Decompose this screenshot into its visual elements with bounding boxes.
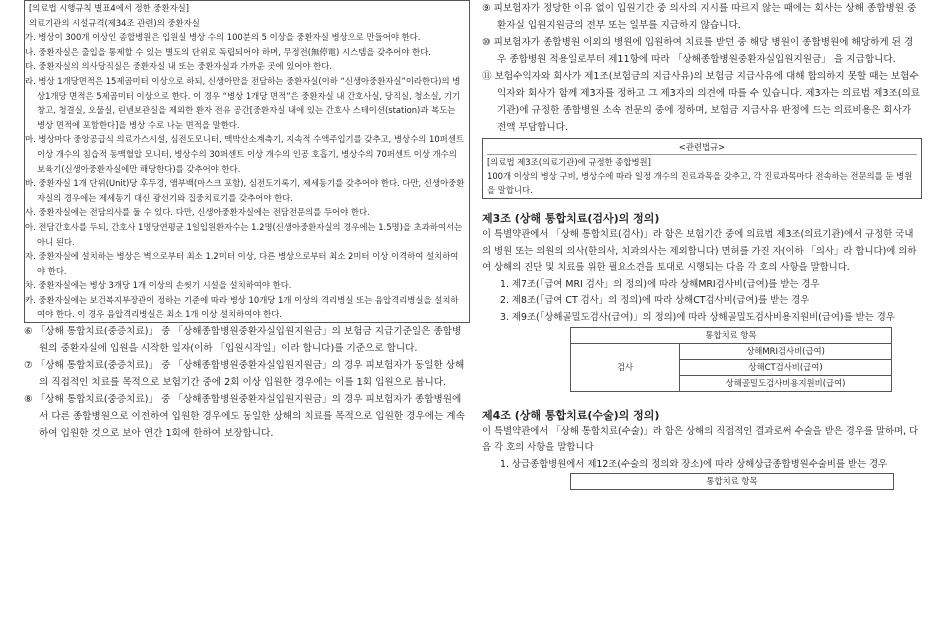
box-subheading: 의료기관의 시설규격(제34조 관련)의 중환자실 bbox=[29, 17, 200, 28]
table-cell: 상해골밀도검사비용지원비(급여) bbox=[680, 375, 892, 391]
box-item: 바. 중환자실 1개 단위(Unit)당 후두경, 앰부백(마스크 포함), 심전도기록기, 제세동기를 갖추어야 한다. 다만, 신생아중환자실의 경우에는 제세동기 대신 광선기와 집중치료기를 갖추어야 한다. bbox=[25, 178, 465, 203]
box-item: 자. 중환자실에 설치하는 병상은 벽으로부터 최소 1.2미터 이상, 다른 병상으로부터 최소 2미터 이상 이격하여 설치하여야 한다. bbox=[25, 251, 459, 276]
table-cell: 상해CT검사비(급여) bbox=[680, 359, 892, 375]
section-4-title: 제4조 (상해 통합치료(수술)의 정의) bbox=[482, 408, 660, 422]
box-heading: [의료법 시행규칙 별표4에서 정한 중환자실] bbox=[29, 3, 190, 13]
related-law-box bbox=[482, 138, 922, 199]
box-item: 가. 병상이 300개 이상인 종합병원은 입원실 병상 수의 100분의 5 이상을 중환자실 병상으로 만들어야 한다. bbox=[25, 32, 421, 43]
box-item: 나. 중환자실은 출입을 통제할 수 있는 별도의 단위로 독립되어야 하며, 무정전(無停電) 시스템을 갖추어야 한다. bbox=[25, 46, 431, 57]
clause-paragraph: ⑪ 보험수익자와 회사가 제1조(보험금의 지급사유)의 보험금 지급사유에 대해 합의하지 못할 때는 보험수익자와 회사가 함께 제3자를 정하고 그 제3자의 의견에 따를 수 있습니다. 제3자는 의료법 제3조(의료기관)에 규정한 종합병원 소속 전문의 중에 정하며, 보험금 지급사유 판정에 드는 의료비용은 회사가 전액 부담합니다. bbox=[482, 71, 921, 133]
box-item: 사. 중환자실에는 전담의사를 둘 수 있다. 다만, 신생아중환자실에는 전담전문의를 두어야 한다. bbox=[25, 207, 370, 218]
box-item: 라. 병상 1개당면적은 15제곱미터 이상으로 하되, 신생아만을 전담하는 중환자실(이하 “신생아중환자실”이라한다)의 병상1개당 면적은 5제곱미터 이상으로 한다. 이 경우 “병상 1개당 면적”은 중환자실 내 간호사실, 당직실, 청소실, 기기창고, 청결실, 오물실, 린넨보관실을 제외한 환자 전유 공간[중환자실 내에 있는 간호사 스테이션(station)과 복도는 병상 면적에 포함한다]을 병상 수로 나눈 면적을 말한다. bbox=[25, 75, 461, 130]
section-3-title: 제3조 (상해 통합치료(검사)의 정의) bbox=[482, 212, 660, 225]
table-cell: 상해MRI검사비(급여) bbox=[680, 343, 892, 359]
left-column bbox=[24, 0, 470, 442]
related-law-title: <관련법규> bbox=[487, 140, 917, 155]
section-3-item: 1. 제7조(「급여 MRI 검사」의 정의)에 따라 상해MRI검사비(급여)를 받는 경우 bbox=[500, 278, 820, 290]
box-item: 다. 중환자실의 의사당직실은 중환자실 내 또는 중환자실과 가까운 곳에 있어야 한다. bbox=[25, 61, 333, 72]
clause-paragraph: ⑥ 「상해 통합치료(중증치료)」 중 「상해종합병원중환자실입원지원금」의 보험금 지급기준일은 종합병원의 중환자실에 입원을 시작한 일자(이하 「입원시작일」이라 합니다)를 기준으로 합니다. bbox=[24, 326, 462, 355]
section-4-table-header: 통합치료 항목 bbox=[570, 473, 894, 490]
box-item: 카. 중환자실에는 보건복지부장관이 정하는 기준에 따라 병상 10개당 1개 이상의 격리병실 또는 음압격리병실을 설치하여야 한다. 이 경우 음압격리병실은 최소 1개 이상 설치하여야 한다. bbox=[25, 294, 459, 320]
right-column bbox=[482, 0, 922, 490]
table-header: 통합치료 항목 bbox=[571, 327, 892, 343]
related-law-line: 100개 이상의 병상 구비, 병상수에 따라 일정 개수의 진료과목을 갖추고, 각 진료과목마다 전속하는 전문의를 둔 병원을 말합니다. bbox=[487, 171, 913, 195]
box-item: 아. 전담간호사를 두되, 간호사 1명당연평균 1일입원환자수는 1.2명(신생아중환자실의 경우에는 1.5명)을 초과하여서는 아니 된다. bbox=[25, 221, 463, 247]
related-law-line: [의료법 제3조(의료기관)에 규정한 종합병원] bbox=[487, 157, 651, 167]
table-category: 검사 bbox=[571, 343, 680, 391]
section-3-item: 3. 제9조(「상해골밀도검사(급여)」의 정의)에 따라 상해골밀도검사비용지원비(급여)를 받는 경우 bbox=[500, 311, 895, 323]
section-3-paragraph: 이 특별약관에서 「상해 통합치료(검사)」라 함은 보험기간 중에 의료법 제3조(의료기관)에서 규정한 국내의 병원 또는 의원의 의사(한의사, 치과의사는 제외합니다) 면허를 가진 자(이하 「의사」라 합니다)에 의하여 상해의 진단 및 치료를 위한 필요소견을 토대로 시행되는 다음 각 호의 사항을 말합니다. bbox=[482, 229, 917, 274]
section-4-paragraph: 이 특별약관에서 「상해 통합치료(수술)」라 함은 상해의 직접적인 결과로써 수술을 받은 경우를 말하며, 다음 각 호의 사항을 말합니다 bbox=[482, 425, 919, 454]
clause-paragraph: ⑩ 피보험자가 종합병원 이외의 병원에 입원하여 치료를 받던 중 해당 병원이 종합병원에 해당하게 된 경우 종합병원 적용일로부터 제11항에 따라 「상해종합병원중환자실입원지원금」 을 지급합니다. bbox=[482, 37, 914, 65]
clause-paragraph: ⑨ 피보험자가 정당한 이유 없이 입원기간 중 의사의 지시를 따르지 않는 때에는 회사는 상해 종합병원 중환자실 입원지원금의 전부 또는 일부를 지급하지 않습니다. bbox=[482, 3, 917, 31]
section-4-item: 1. 상급종합병원에서 제12조(수술의 정의와 장소)에 따라 상해상급종합병원수술비를 받는 경우 bbox=[500, 458, 888, 470]
box-item: 차. 중환자실에는 병상 3개당 1개 이상의 손씻기 시설을 설치하여야 한다. bbox=[25, 280, 292, 291]
box-item: 마. 병상마다 중앙공급식 의료가스시설, 심전도모니터, 맥박산소계측기, 지속적 수액주입기를 갖추고, 병상수의 10퍼센트 이상 개수의 침습적 동맥혈압 모니터, 병상수의 30퍼센트 이상 개수의 인공 호흡기, 병상수의 70퍼센트 이상 개수의 보육기(신생아중환자실에만 해당한다)를 갖추어야 한다. bbox=[25, 134, 464, 174]
section-3-table bbox=[570, 327, 892, 392]
icu-regulation-box bbox=[24, 0, 470, 323]
clause-paragraph: ⑧ 「상해 통합치료(중증치료)」 중 「상해종합병원중환자실입원지원금」의 경우 피보험자가 종합병원에서 다른 종합병원으로 이전하여 입원한 경우에도 동일한 상해의 치료를 목적으로 입원한 경우에는 계속하여 입원한 것으로 보아 연간 1회에 한하여 보장합니다. bbox=[24, 394, 465, 440]
section-3-item: 2. 제8조(「급여 CT 검사」의 정의)에 따라 상해CT검사비(급여)를 받는 경우 bbox=[500, 295, 810, 307]
clause-paragraph: ⑦ 「상해 통합치료(중증치료)」 중 「상해종합병원중환자실입원지원금」의 경우 피보험자가 동일한 상해의 직접적인 치료를 목적으로 보험기간 중에 2회 이상 입원한 경우에는 이를 1회 입원으로 봅니다. bbox=[24, 360, 465, 389]
